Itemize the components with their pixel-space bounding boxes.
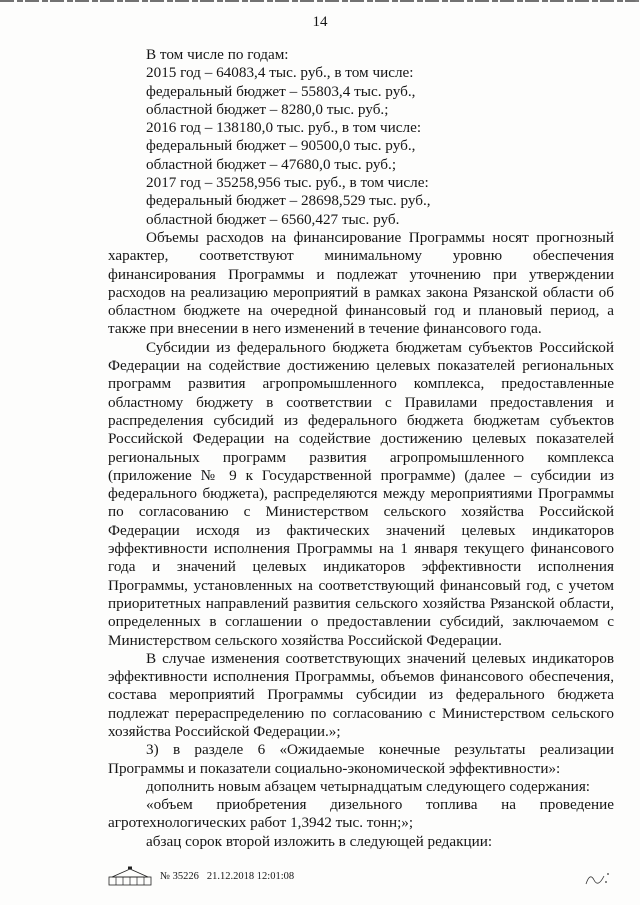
government-stamp-icon <box>108 866 152 886</box>
text-line: агротехнологических работ 1,3942 тыс. тонн;»; <box>108 814 414 832</box>
text-line: дополнить новым абзацем четырнадцатым следующего содержания: <box>146 777 591 795</box>
text-line: областном бюджете на очередной финансовый год и плановый период, а <box>108 302 614 320</box>
page-number: 14 <box>312 14 328 30</box>
text-line: федерального бюджета), распределяются между мероприятиями Программы <box>108 485 614 503</box>
text-line: федеральный бюджет – 90500,0 тыс. руб., <box>146 137 416 155</box>
text-line: хозяйства Российской Федерации.»; <box>108 722 341 740</box>
signature-mark <box>582 868 612 888</box>
text-line: также при внесении в него изменений в течение финансового года. <box>108 320 542 338</box>
footer <box>108 865 294 887</box>
scan-top-edge <box>0 0 640 4</box>
text-line: подлежат перераспределению по согласованию с Министерством сельского <box>108 704 614 722</box>
text-line: эффективности исполнения Программы, объемов финансового обеспечения, <box>108 668 614 686</box>
text-line: Субсидии из федерального бюджета бюджетам субъектов Российской <box>146 338 614 356</box>
text-line: «объем приобретения дизельного топлива на проведение <box>146 796 614 814</box>
text-line: характер, соответствуют минимальному уровню обеспечения <box>108 247 614 265</box>
text-line: определенных в соглашении о предоставлении субсидий, заключаемом с <box>108 613 614 631</box>
text-line: финансирования Программы и подлежат уточнению при утверждении <box>108 265 614 283</box>
text-line: Объемы расходов на финансирование Программы носят прогнозный <box>146 228 614 246</box>
text-line: В случае изменения соответствующих значений целевых индикаторов <box>146 649 614 667</box>
text-line: (приложение № 9 к Государственной программе) (далее – субсидии из <box>108 466 614 484</box>
text-line: Федерации исходя из фактических значений целевых индикаторов <box>108 521 614 539</box>
text-line: федеральный бюджет – 28698,529 тыс. руб., <box>146 192 431 210</box>
text-line: областной бюджет – 8280,0 тыс. руб.; <box>146 100 389 118</box>
text-line: 2016 год – 138180,0 тыс. руб., в том числе: <box>146 119 422 137</box>
text-line: Российской Федерации на содействие достижению целевых показателей <box>108 430 614 448</box>
text-line: Программы и показатели социально-экономической эффективности»: <box>108 759 561 777</box>
text-line: абзац сорок второй изложить в следующей редакции: <box>146 832 493 850</box>
text-line: Министерством сельского хозяйства Российской Федерации. <box>108 631 502 649</box>
doc-number: № 35226 <box>160 870 199 882</box>
document-body <box>108 46 614 851</box>
text-line: программ развития агропромышленного комплекса, предоставленные <box>108 375 614 393</box>
text-line: областной бюджет – 47680,0 тыс. руб.; <box>146 155 397 173</box>
text-line: по согласованию с Министерством сельского хозяйства Российской <box>108 503 614 521</box>
doc-datetime: 21.12.2018 12:01:08 <box>206 870 295 882</box>
text-line: 2017 год – 35258,956 тыс. руб., в том числе: <box>146 174 429 192</box>
text-line: областному бюджету в соответствии с Правилами предоставления и <box>108 393 614 411</box>
text-line: 2015 год – 64083,4 тыс. руб., в том числе: <box>146 64 414 82</box>
text-line: Программы, установленных на соответствующий финансовый год, с учетом <box>108 576 614 594</box>
text-line: распределения субсидий из федерального бюджета бюджетам субъектов <box>108 411 614 429</box>
text-line: приоритетных направлений развития сельского хозяйства Рязанской области, <box>108 594 614 612</box>
text-line: эффективности исполнения Программы на 1 января текущего финансового <box>108 540 614 558</box>
text-line: года и значений целевых индикаторов эффективности исполнения <box>108 558 614 576</box>
text-line: состава мероприятий Программы субсидии из федерального бюджета <box>108 686 614 704</box>
text-line: Федерации на содействие достижению целевых показателей региональных <box>108 357 614 375</box>
text-line: 3) в разделе 6 «Ожидаемые конечные результаты реализации <box>146 741 614 759</box>
text-line: федеральный бюджет – 55803,4 тыс. руб., <box>146 82 416 100</box>
text-line: областной бюджет – 6560,427 тыс. руб. <box>146 210 400 228</box>
text-line: В том числе по годам: <box>146 46 289 63</box>
text-line: расходов на реализацию мероприятий в рамках закона Рязанской области об <box>108 283 614 301</box>
text-line: региональных программ развития агропромышленного комплекса <box>108 448 614 466</box>
